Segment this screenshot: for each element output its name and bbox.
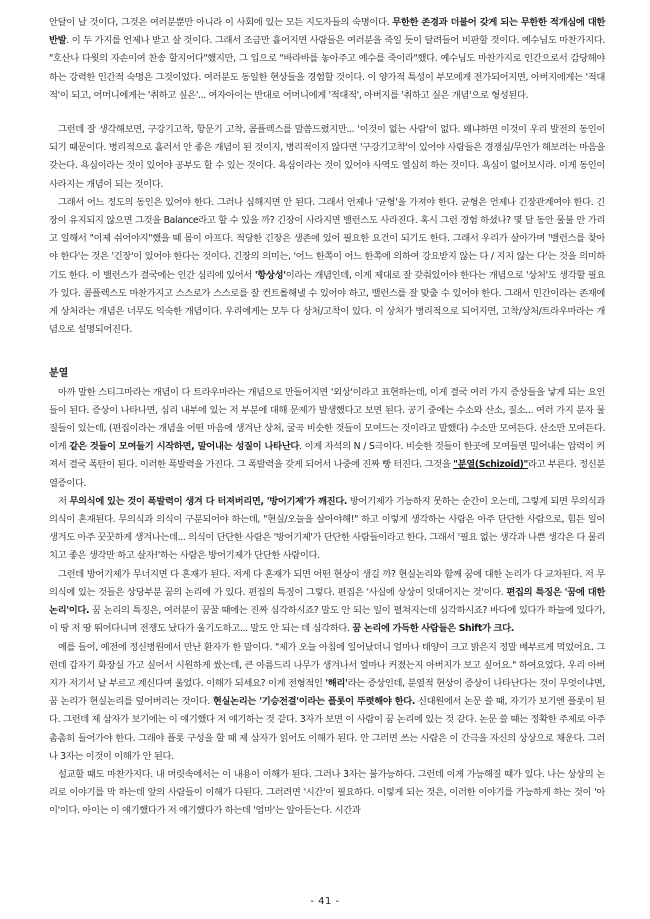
body-text (49, 14, 605, 821)
text-run: 예를 들어, 예전에 정신병원에서 만난 환자가 한 말이다. "제가 오늘 아침에 일어났더니 얼마나 태양이 크고 밝은지 정말 배부르게 먹었어요. 그런데 갑자기 화장실 가고 싶어서 시원하게 쌌는데, 큰 아름드리 나무가 생겨나서 얼마나 커졌는지 아버지가 보고 싶어요." 하여요었다. 우리 아버지가 저기서 날 부르고 계신다며 울었다. 이해가 되세요? 이게 전형적인 (49, 641, 605, 689)
emphasis-text: '항상성' (254, 269, 286, 281)
text-run: 저 (58, 495, 70, 507)
text-run: 방어기제가 기능하지 못하는 순간이 오는데, 그렇게 되면 무의식과 의식이 혼재된다. 무의식과 의식이 구분되어야 하는데, "현실/오늘을 살아야해!" 하고 이렇게 생각하는 사람은 아주 단단한 사람으로, 힘든 일이 생겨도 아주 꿋꿋하게 생겨나는데... 의식이 단단한 사람은 '방어기제'가 단단한 사람들이라고 한다. 그래서 '필요 없는 생각과 나쁜 생각은 다 물리치고 좋은 생각만 하고 살자!'하는 사람은 방어기제가 단단한 사람이다. (49, 495, 605, 562)
paragraph-6 (49, 566, 605, 639)
text-run: . 이게 자석의 N / S극이다. 비슷한 것들이 한곳에 모여들면 밀어내는 압력이 커져서 결국 폭탄이 된다. 이러한 폭발력을 가진다. 그 폭발력을 갖게 되어서 나중에 진짜 빵 터진다. 그것을 (49, 441, 605, 471)
text-run: 아까 말한 스티그마라는 개념이 다 트라우마라는 개념으로 만들어지면 '외상'이라고 표현하는데, 이게 결국 여러 가지 증상들을 낳게 되는 요인들이 된다. 증상이 나타나면, 심리 내부에 있는 저 부분에 대해 문제가 발생했다고 보면 된다. 공기 중에는 수소와 산소, 질소... 여러 가지 분자 물질들이 있는데, (편집이라는 개념을 어떤 마음에 생겨난 상처, 굴곡 비슷한 것들이 모여드는 것이라고 말했다) 수소만 모여든다. 산소만 모여든다. 이게 (49, 386, 605, 453)
text-run: 이라는 개념인데, 이게 제대로 잘 갖춰있어야 한다는 개념으로 '상처'도 생각할 필요가 있다. 콤플렉스도 마찬가지고 스스로가 스스로를 잘 컨트롤해낼 수 있어야 하고, 밸런스를 잘 맞출 수 있어야 한다. 그래서 인간이라는 존재에게 상처라는 개념은 너무도 익숙한 개념이다. 우리에게는 모두 다 상처/고착이 있다. 이 상처가 병리적으로 되어지면, 고착/상처/트라우마라는 개념으로 설명되어진다. (49, 269, 605, 336)
text-run: 그런데 잘 생각해보면, 구강기고착, 항문기 고착, 콤플렉스를 말씀드렸지만... '이것이 없는 사람'이 없다. 왜냐하면 이것이 우리 발전의 동인이 되기 때문이다. 병리적으로 흘러서 안 좋은 개념이 된 것이지, 병리적이지 않다면 '구강기고착'이 있어야 사람들은 경쟁심/무언가 해보려는 마음을 갖는다. 욕심이라는 것이 있어야 공부도 할 수 있는 것이다. 욕심이라는 것이 있어야 사역도 열심히 하는 것이다. 욕심이 없어보시라. 이게 동인이 사라지는 개념이 되는 것이다. (49, 124, 605, 190)
paragraph-7 (49, 639, 605, 766)
text-run: 그래서 어느 정도의 동인은 있어야 한다. 그러나 심해지면 안 된다. 그래서 언제나 '균형'을 가져야 한다. 균형은 언제나 긴장관계여야 한다. 긴장이 유지되지 않으면 그것을 Balance라고 할 수 있을 까? 긴장이 사라지면 밸런스도 사라진다. 혹시 그런 경험 하셨나? 몇 달 동안 물불 안 가리고 일해서 "이제 쉬어야지"했을 때 몸이 아프다. 적당한 긴장은 생존에 있어 필요한 요건이 되기도 한다. 그래서 우리가 살아가며 '밸런스를 찾아야 한다'는 것은 '긴장'이 있어야 한다는 것이다. 긴장의 의미는, '어느 한쪽이 어느 한쪽에 의하여 강요받지 않는 다 / 지지 않는 다'는 것을 의미하기도 한다. 이 밸런스가 결국에는 인간 심리에 있어서 (49, 196, 605, 281)
emphasis-text: 꿈 논리에 가득한 사람들은 Shift가 크다. (352, 623, 514, 635)
text-run: 라고 부른다. 정신분열증이다. (49, 459, 605, 489)
emphasis-text: "분열(Schizoid)" (453, 459, 529, 471)
section-heading: 분열 (49, 368, 69, 380)
paragraph-8 (49, 766, 605, 821)
emphasis-text: 현실논리는 '기승전결'이라는 플롯이 뚜렷해야 한다. (212, 696, 416, 708)
text-run: 안달이 날 것이다, 그것은 여러분뿐만 아니라 이 사회에 있는 모든 지도자들의 숙명이다. (49, 17, 393, 28)
text-run: 그런데 방어기제가 무너지면 다 혼재가 된다. 저게 다 혼재가 되면 어떤 현상이 생길 까? 현실논리와 함께 꿈에 대한 논리가 다 교차된다. 저 무의식에 있는 것들은 상당부분 꿈의 논리에 가 있다. 편집의 특징이 그렇다. 편집은 '사실에 상상이 잇대어지는 것'이다. (49, 568, 605, 598)
paragraph-1 (49, 14, 605, 105)
text-run: . 이 두 가지를 언제나 받고 살 것이다. 그래서 조금만 흘어지면 사람들은 여러분을 죽일 듯이 달려들어 비판할 것이다. 예수님도 마찬가지다. "호산나 다윗의 자손이여 찬송 할지어다"했지만, 그 입으로 "바라바를 놓아주고 예수를 죽이라"했다. 예수님도 마찬가지로 인간으로서 감당해야 하는 강력한 인간적 숙명은 그것이었다. 여러분도 동일한 현상들을 경험할 것이다. 이 양가적 특성이 부모에게 전가되어지면, 아버지에게는 '적대적'이 되고, 어머니에게는 '취하고 싶은'... 여자아이는 반대로 어머니에게 '적대적', 아버지를 '취하고 싶은 개념'으로 형성된다. (49, 35, 605, 101)
text-run: 설교할 때도 마찬가지다. 내 머릿속에서는 이 내용이 이해가 된다. 그러나 3자는 불가능하다. 그런데 이게 가능해질 때가 있다. 나는 상상의 논리로 이야기를 막 하는데 앞의 사람들이 이해가 다된다. 그러려면 '시간'이 필요하다. 이렇게 되는 것은, 이러한 이야기를 가능하게 하는 것이 '아이'이다. 아이는 이 얘기했다가 저 얘기했다가 하는데 '엄마'는 알아듣는다. 시간과 (49, 768, 605, 817)
text-run: 꿈 논리의 특징은, 여러분이 꿈꿀 때에는 진짜 심각하시죠? 말도 안 되는 일이 펼쳐지는데 심각하시죠? 바다에 있다가 하늘에 있다가, 이 땅 저 땅 뛰어다니며 전쟁도 났다가 울기도하고... 말도 안 되는 데 심각하다. (49, 605, 605, 635)
emphasis-text: 무의식에 있는 것이 폭발력이 생겨 다 터져버리면, '방어기제'가 깨진다. (69, 495, 348, 507)
text-run: 라는 증상인데, 분열적 현상이 증상이 나타난다는 것이 무엇이냐면, 꿈 논리가 현실논리를 덮어버리는 것이다. (49, 677, 606, 708)
text-run: 신대원에서 논문 쓸 때, 자기가 보기엔 플롯이 된다. 그런데 제 삼자가 보기에는 이 얘기했다 저 얘기하는 것 같다. 3자가 보면 이 사람이 꿈 논리에 있는 것 같다. 논문 쓸 때는 정확한 주제로 아주 촘촘히 들어가야 한다. 그래야 플롯 구성을 할 때 제 삼자가 읽어도 이해가 된다. 안 그러면 쓰는 사람은 이 간극을 자신의 상상으로 채운다. 그러나 3자는 이것이 이해가 안 된다. (49, 696, 606, 762)
emphasis-text: '해리' (325, 677, 348, 689)
paragraph-5 (49, 493, 605, 566)
paragraph-3 (49, 194, 605, 340)
emphasis-text: 같은 것들이 모여들기 시작하면, 말어내는 성질이 나타난다 (69, 441, 300, 453)
page-number: - 41 - (310, 896, 340, 907)
paragraph-2 (49, 121, 605, 194)
emphasis-text: 무한한 존경과 더불어 갖게 되는 무한한 적개심에 대한 반발 (49, 17, 605, 47)
emphasis-text: 편집의 특징은 '꿈에 대한 논리'이다. (49, 586, 605, 617)
paragraph-4 (49, 384, 605, 493)
